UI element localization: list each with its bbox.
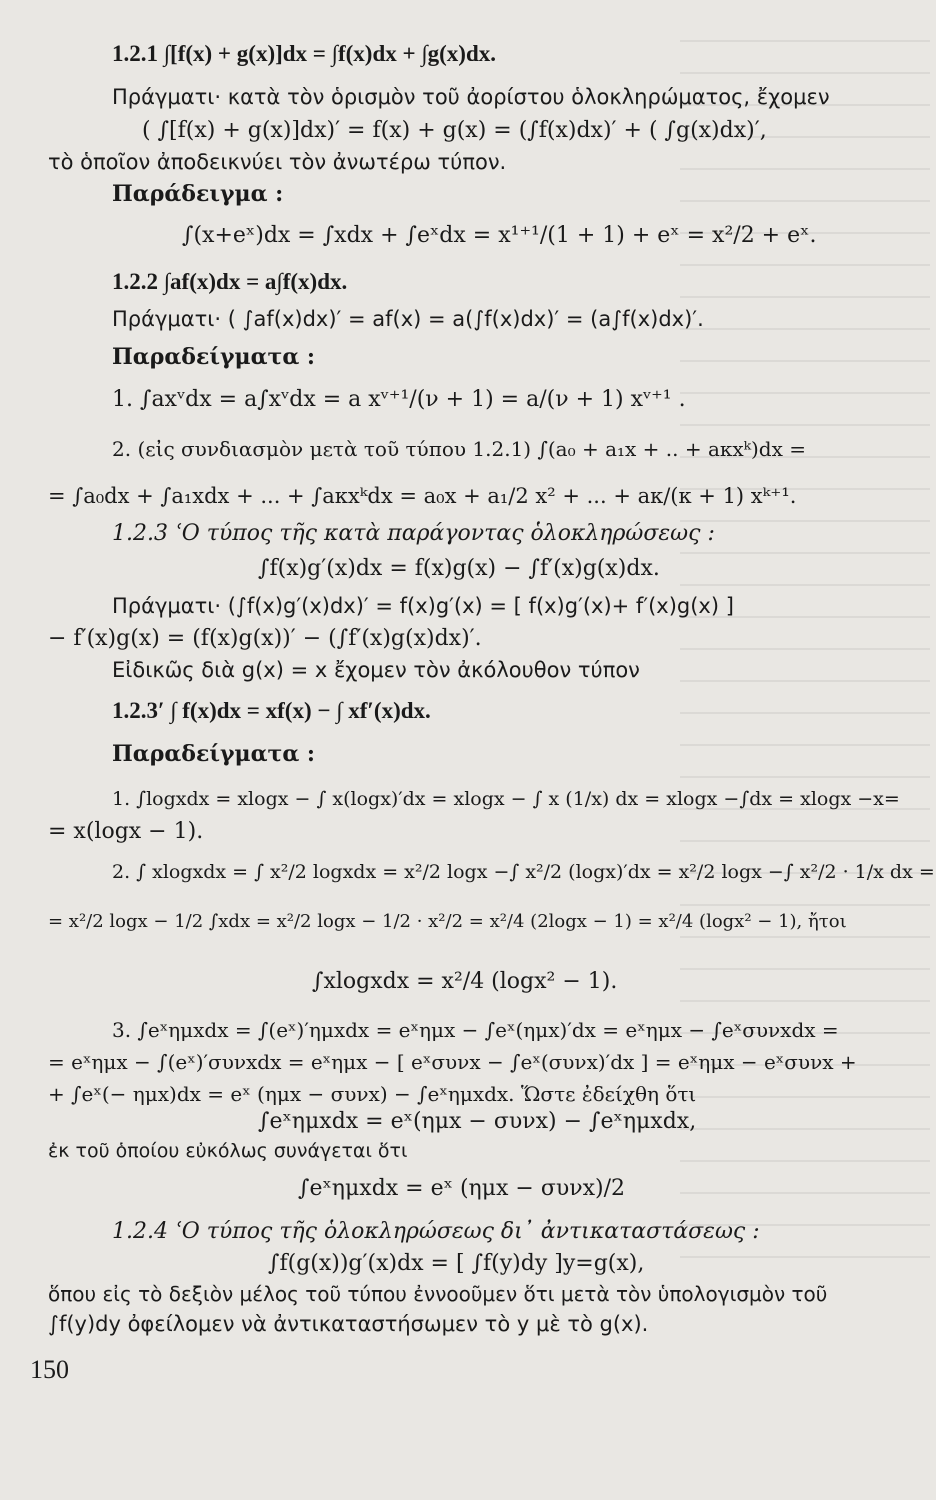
formula-line: ( ∫[f(x) + g(x)]dx)′ = f(x) + g(x) = (∫f(x)dx)′ + ( ∫g(x)dx)′, (142, 118, 767, 143)
formula-line: 3. ∫eˣημxdx = ∫(eˣ)′ημxdx = eˣημx − ∫eˣ(ημx)′dx = eˣημx − ∫eˣσυνxdx = (112, 1018, 839, 1042)
formula-line: = ∫a₀dx + ∫a₁xdx + ... + ∫aκxᵏdx = a₀x + a₁/2 x² + ... + aκ/(κ + 1) xᵏ⁺¹. (48, 484, 797, 508)
formula-line: = x(logx − 1). (48, 819, 204, 844)
formula-line: 1. ∫logxdx = xlogx − ∫ x(logx)′dx = xlogx − ∫ x (1/x) dx = xlogx −∫dx = xlogx −x= (112, 788, 900, 810)
text-line: ὅπου εἰς τὸ δεξιὸν μέλος τοῦ τύπου ἐννοοῦμεν ὅτι μετὰ τὸν ὑπολογισμὸν τοῦ (48, 1282, 828, 1306)
formula-line: ∫xlogxdx = x²/4 (logx² − 1). (312, 969, 618, 994)
examples-heading: Παραδείγματα : (112, 741, 316, 767)
text-line: ἐκ τοῦ ὁποίου εὐκόλως συνάγεται ὅτι (48, 1140, 408, 1162)
examples-heading: Παραδείγματα : (112, 344, 316, 370)
formula-line: = eˣημx − ∫(eˣ)′συνxdx = eˣημx − [ eˣσυνx − ∫eˣ(συνx)′dx ] = eˣημx − eˣσυνx + (48, 1050, 857, 1074)
formula-line: 2. ∫ xlogxdx = ∫ x²/2 logxdx = x²/2 logx −∫ x²/2 (logx)′dx = x²/2 logx −∫ x²/2 · 1/x dx = (112, 861, 935, 883)
formula-line: + ∫eˣ(− ημx)dx = eˣ (ημx − συνx) − ∫eˣημxdx. Ὥστε ἐδείχθη ὅτι (48, 1082, 697, 1106)
formula-line: ∫f(g(x))g′(x)dx = [ ∫f(y)dy ]y=g(x), (268, 1251, 645, 1276)
text-line: τὸ ὁποῖον ἀποδεικνύει τὸν ἀνωτέρω τύπον. (48, 150, 507, 174)
formula-line: ∫eˣημxdx = eˣ (ημx − συνx)/2 (298, 1176, 625, 1201)
formula-line: ∫(x+eˣ)dx = ∫xdx + ∫eˣdx = x¹⁺¹/(1 + 1) + eˣ = x²/2 + eˣ. (182, 223, 817, 248)
text-line: Πράγματι· ( ∫af(x)dx)′ = af(x) = a(∫f(x)dx)′ = (a∫f(x)dx)′. (112, 307, 704, 331)
rule-1-2-3-heading: 1.2.3 ʿΟ τύπος τῆς κατὰ παράγοντας ὁλοκληρώσεως : (112, 521, 715, 546)
rule-1-2-2: 1.2.2 ∫af(x)dx = a∫f(x)dx. (112, 269, 348, 294)
text-line: Εἰδικῶς διὰ g(x) = x ἔχομεν τὸν ἀκόλουθον τύπον (112, 658, 640, 682)
formula-line: ∫eˣημxdx = eˣ(ημx − συνx) − ∫eˣημxdx, (258, 1109, 697, 1134)
formula-line: − f′(x)g(x) = (f(x)g(x))′ − (∫f′(x)g(x)dx)′. (48, 626, 482, 651)
text-line: ∫f(y)dy ὀφείλομεν νὰ ἀντικαταστήσωμεν τὸ y μὲ τὸ g(x). (48, 1312, 649, 1336)
example-heading: Παράδειγμα : (112, 181, 284, 207)
rule-1-2-4-heading: 1.2.4 ʿΟ τύπος τῆς ὁλοκληρώσεως δι᾽ ἀντικαταστάσεως : (112, 1219, 760, 1244)
rule-1-2-3-prime: 1.2.3′ ∫ f(x)dx = xf(x) − ∫ xf′(x)dx. (112, 698, 431, 723)
rule-1-2-1: 1.2.1 ∫[f(x) + g(x)]dx = ∫f(x)dx + ∫g(x)dx. (112, 41, 497, 66)
text-line: Πράγματι· κατὰ τὸν ὁρισμὸν τοῦ ἀορίστου ὁλοκληρώματος, ἔχομεν (112, 85, 830, 109)
formula-line: = x²/2 logx − 1/2 ∫xdx = x²/2 logx − 1/2 · x²/2 = x²/4 (2logx − 1) = x²/4 (logx² − 1), ἤτοι (48, 911, 847, 932)
formula-line: 2. (εἰς συνδιασμὸν μετὰ τοῦ τύπου 1.2.1) ∫(a₀ + a₁x + .. + aκxᵏ)dx = (112, 437, 806, 461)
formula-line: 1. ∫axᵛdx = a∫xᵛdx = a xᵛ⁺¹/(ν + 1) = a/(ν + 1) xᵛ⁺¹ . (112, 387, 686, 412)
formula-line: ∫f(x)g′(x)dx = f(x)g(x) − ∫f′(x)g(x)dx. (258, 556, 660, 581)
text-line: Πράγματι· (∫f(x)g′(x)dx)′ = f(x)g′(x) = [ f(x)g′(x)+ f′(x)g(x) ] (112, 594, 734, 618)
page-number: 150 (30, 1355, 69, 1384)
